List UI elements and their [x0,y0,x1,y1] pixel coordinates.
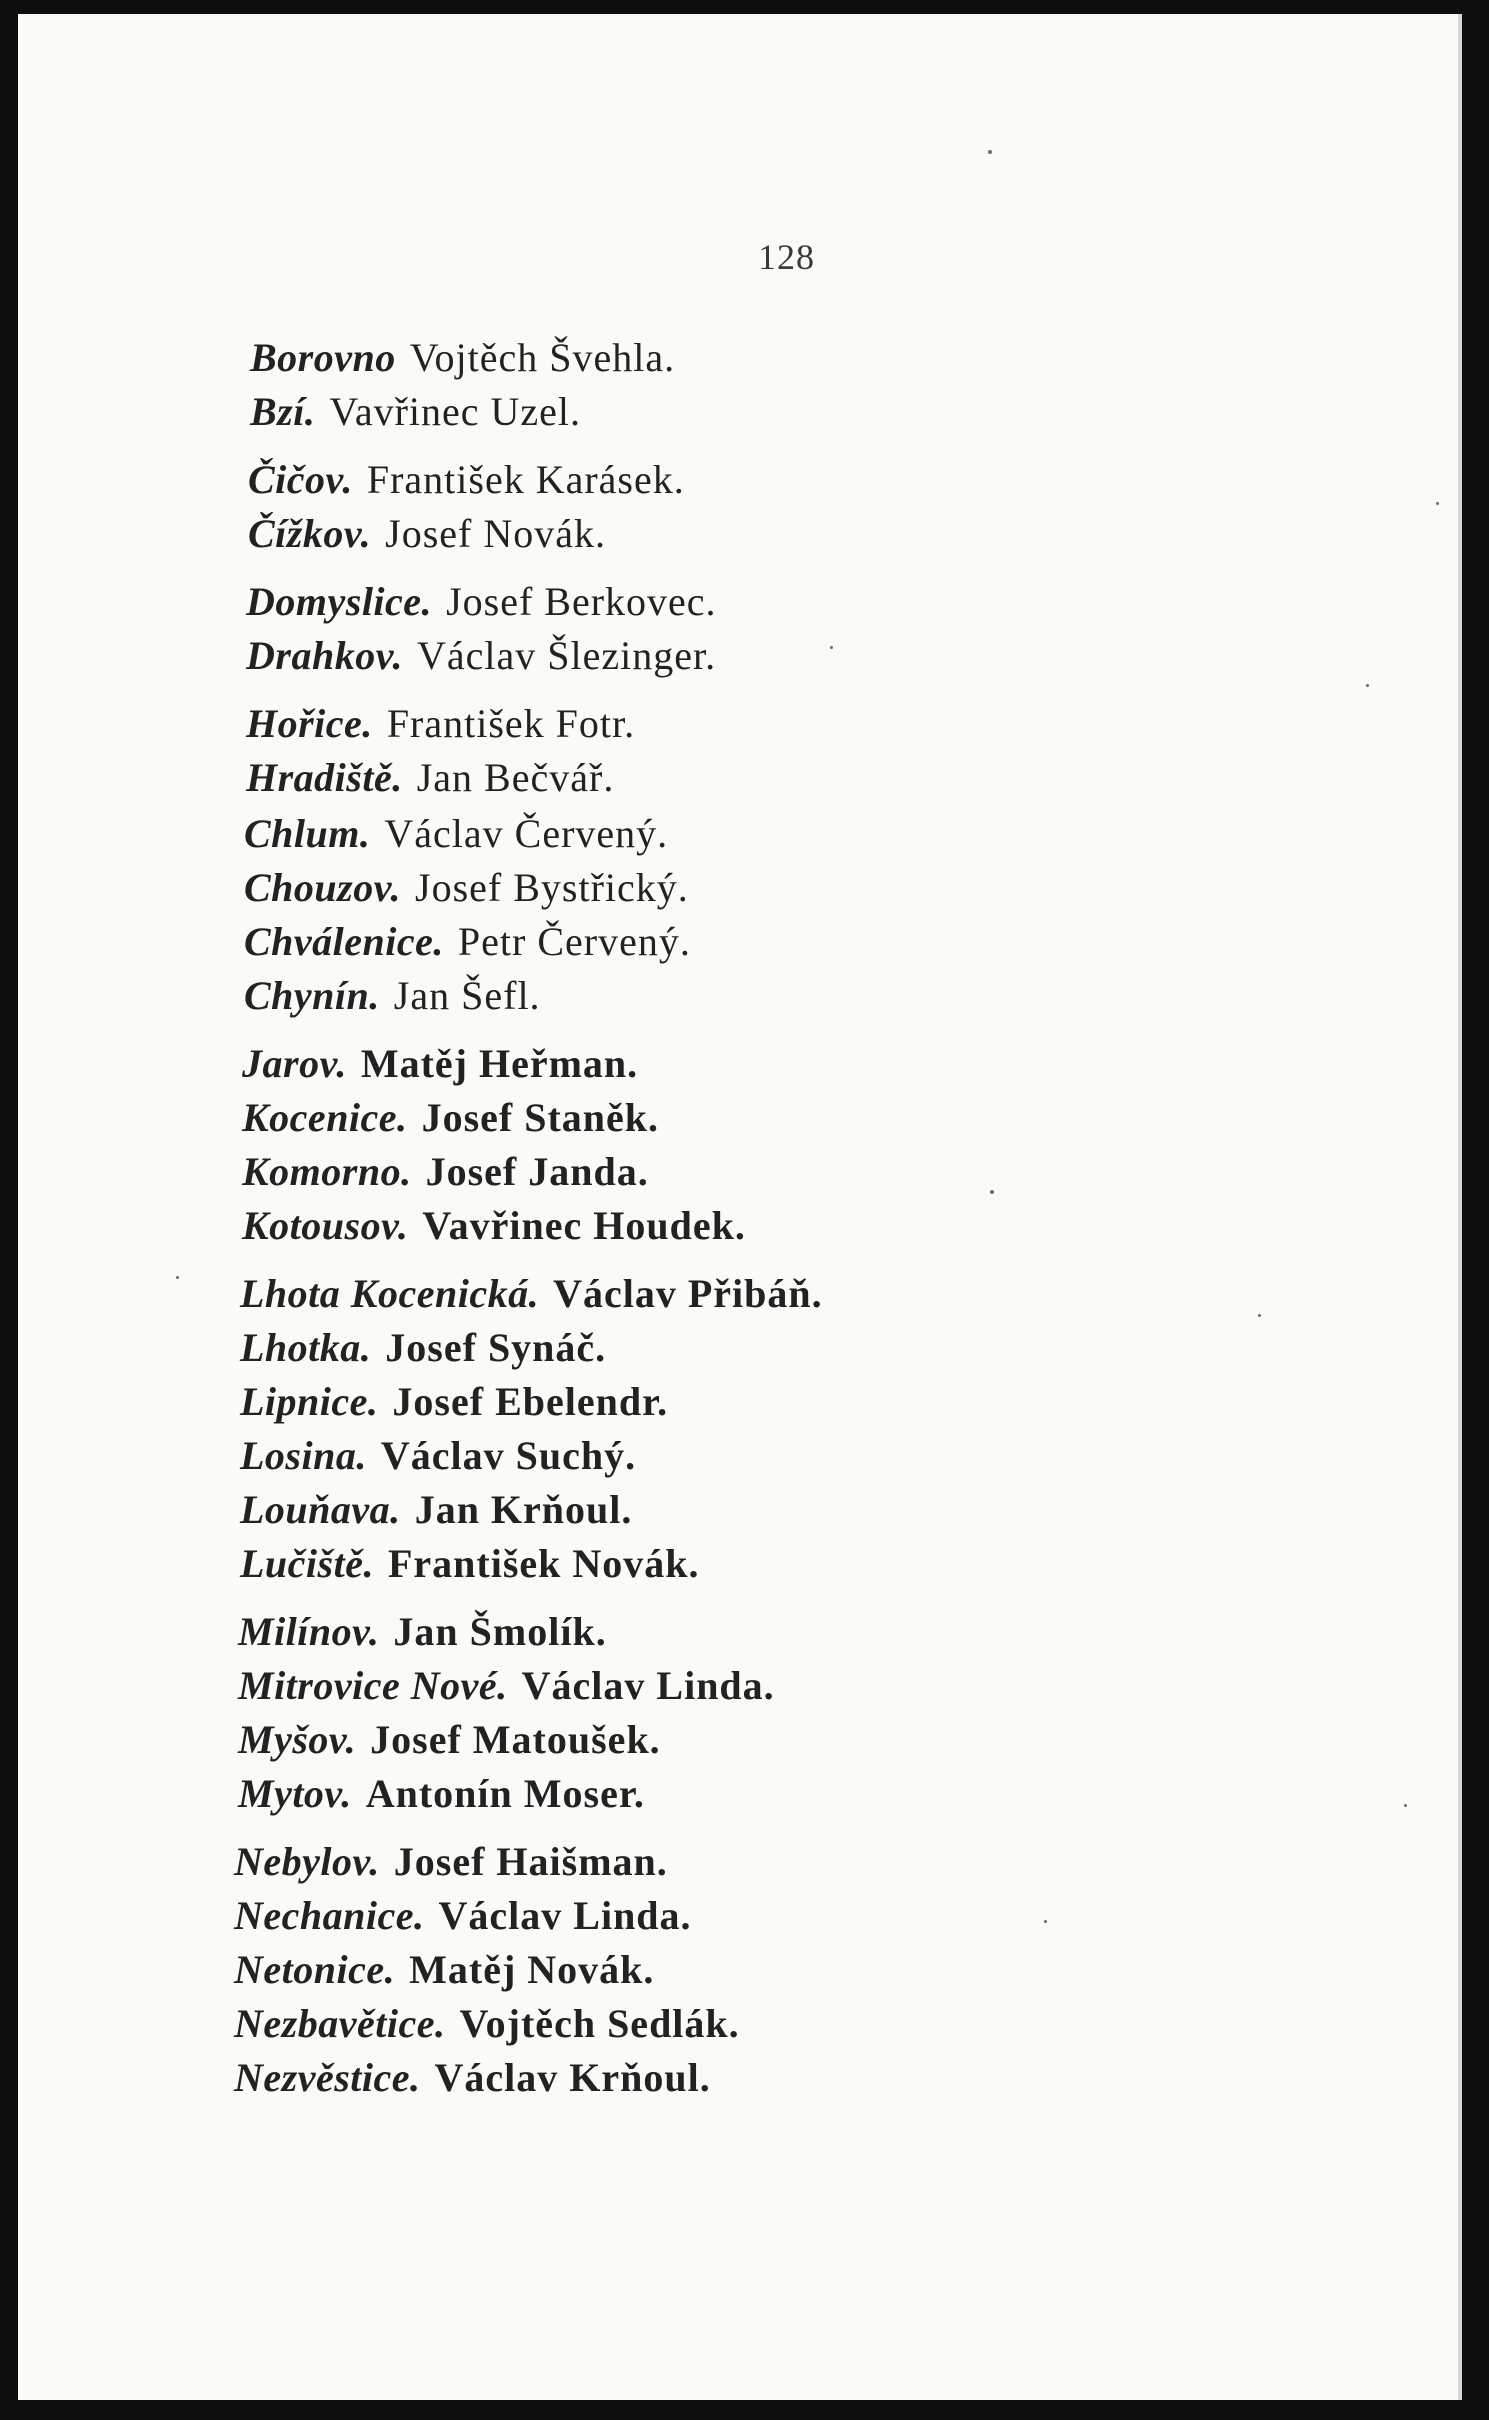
place-name: Kotousov. [242,1203,409,1248]
place-name: Čičov. [248,457,353,502]
person-name: Josef Synáč. [385,1325,607,1370]
person-name: František Fotr. [386,701,636,746]
place-name: Kocenice. [242,1095,408,1140]
scan-speck [1044,1920,1047,1923]
place-name: Nebylov. [234,1839,380,1884]
list-item [238,1768,645,1820]
place-name: Mitrovice Nové. [238,1663,508,1708]
place-name: Chynín. [244,973,380,1018]
scan-speck [176,1276,179,1279]
scan-speck [1404,1804,1407,1807]
list-item [234,2052,711,2104]
person-name: Vojtěch Švehla. [409,335,676,380]
list-item [244,862,689,914]
place-name: Nezbavětice. [234,2001,446,2046]
person-name: Josef Janda. [425,1149,649,1194]
place-name: Netonice. [234,1947,396,1992]
list-item [250,332,675,384]
list-item [240,1322,606,1374]
person-name: Josef Berkovec. [446,579,717,624]
list-item [242,1038,638,1090]
person-name: Josef Matoušek. [370,1717,661,1762]
place-name: Komorno. [242,1149,412,1194]
page-number: 128 [758,237,815,277]
list-item [240,1484,632,1536]
person-name: Josef Haišman. [393,1839,668,1884]
list-item [238,1606,607,1658]
scan-speck [988,150,992,154]
place-name: Louňava. [240,1487,401,1532]
person-name: František Novák. [387,1541,700,1586]
list-item [238,1714,661,1766]
place-name: Jarov. [242,1041,347,1086]
person-name: Jan Šmolík. [393,1609,607,1654]
place-name: Bzí. [250,389,316,434]
place-name: Chlum. [244,811,371,856]
list-item [238,1660,775,1712]
place-name: Borovno [250,335,396,380]
place-name: Mytov. [238,1771,352,1816]
list-item [234,1998,740,2050]
place-name: Nechanice. [234,1893,425,1938]
list-item [240,1430,636,1482]
list-item [242,1200,746,1252]
person-name: Josef Novák. [385,511,606,556]
list-item [248,508,606,560]
book-page [18,14,1462,2400]
scan-speck [1436,502,1439,505]
person-name: Václav Červený. [384,811,669,856]
list-item [244,916,691,968]
list-item [242,1146,649,1198]
place-name: Drahkov. [246,633,403,678]
person-name: Jan Bečvář. [416,755,615,800]
scan-speck [1366,684,1369,687]
person-name: Václav Suchý. [380,1433,637,1478]
person-name: Josef Bystřický. [415,865,689,910]
person-name: Václav Linda. [521,1663,775,1708]
person-name: Jan Krňoul. [414,1487,633,1532]
place-name: Domyslice. [246,579,433,624]
scan-speck [830,646,833,649]
place-name: Lipnice. [240,1379,379,1424]
place-name: Chouzov. [244,865,402,910]
list-item [250,386,581,438]
person-name: Václav Přibáň. [553,1271,823,1316]
list-item [242,1092,659,1144]
place-name: Lhota Kocenická. [240,1271,540,1316]
person-name: Jan Šefl. [393,973,541,1018]
person-name: Matěj Heřman. [360,1041,639,1086]
place-name: Hradiště. [246,755,403,800]
place-name: Losina. [240,1433,367,1478]
list-item [244,970,541,1022]
page-edge [1458,14,1462,2400]
person-name: Josef Staněk. [421,1095,660,1140]
list-item [234,1944,654,1996]
place-name: Myšov. [238,1717,357,1762]
person-name: Josef Ebelendr. [392,1379,669,1424]
person-name: Václav Šlezinger. [416,633,717,678]
scan-speck [1258,1314,1261,1317]
place-name: Milínov. [238,1609,380,1654]
person-name: Václav Linda. [438,1893,692,1938]
person-name: Vojtěch Sedlák. [459,2001,740,2046]
list-item [246,576,717,628]
list-item [234,1836,668,1888]
person-name: Vavřinec Uzel. [329,389,582,434]
person-name: Petr Červený. [457,919,691,964]
list-item [246,698,635,750]
person-name: Václav Krňoul. [434,2055,711,2100]
place-name: Lhotka. [240,1325,372,1370]
list-item [240,1538,700,1590]
list-item [246,630,716,682]
person-name: Matěj Novák. [409,1947,655,1992]
list-item [248,454,685,506]
place-name: Chválenice. [244,919,444,964]
person-name: Vavřinec Houdek. [422,1203,746,1248]
person-name: František Karásek. [366,457,685,502]
scan-speck [990,1190,994,1194]
list-item [234,1890,692,1942]
person-name: Antonín Moser. [365,1771,645,1816]
place-name: Nezvěstice. [234,2055,421,2100]
list-item [240,1376,668,1428]
list-item [246,752,614,804]
place-name: Hořice. [246,701,373,746]
place-name: Čížkov. [248,511,372,556]
place-name: Lučiště. [240,1541,374,1586]
list-item [240,1268,823,1320]
list-item [244,808,668,860]
